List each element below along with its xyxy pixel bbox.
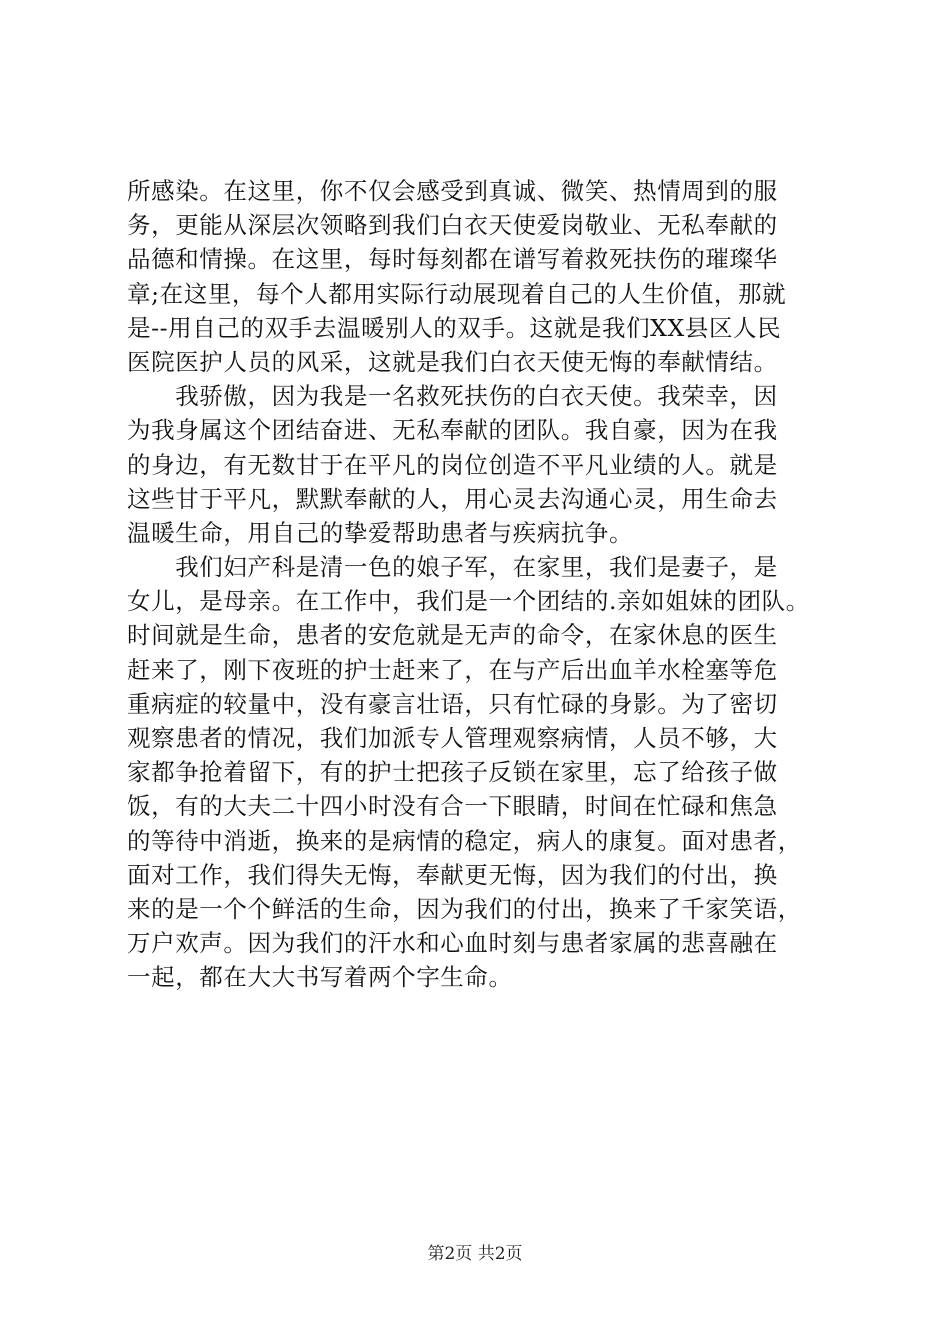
text-line: 所感染。在这里，你不仅会感受到真诚、微笑、热情周到的服 bbox=[127, 177, 778, 205]
text-line: 我们妇产科是清一色的娘子军，在家里，我们是妻子，是 bbox=[127, 553, 778, 582]
page-number-footer: 第2页 共2页 bbox=[427, 1244, 523, 1264]
text-line: 这些甘于平凡，默默奉献的人，用心灵去沟通心灵，用生命去 bbox=[127, 484, 778, 513]
text-line: 温暖生命，用自己的挚爱帮助患者与疾病抗争。 bbox=[127, 518, 634, 547]
text-line: 万户欢声。因为我们的汗水和心血时刻与患者家属的悲喜融在 bbox=[127, 929, 778, 958]
text-line: 我骄傲，因为我是一名救死扶伤的白衣天使。我荣幸，因 bbox=[127, 382, 778, 411]
text-line: 重病症的较量中，没有豪言壮语，只有忙碌的身影。为了密切 bbox=[127, 689, 778, 718]
text-line: 的身边，有无数甘于在平凡的岗位创造不平凡业绩的人。就是 bbox=[127, 450, 778, 479]
text-line: 章;在这里，每个人都用实际行动展现着自己的人生价值，那就 bbox=[127, 279, 787, 308]
text-line: 务，更能从深层次领略到我们白衣天使爱岗敬业、无私奉献的 bbox=[127, 211, 778, 240]
text-line: 的等待中消逝，换来的是病情的稳定，病人的康复。面对患者， bbox=[127, 826, 802, 855]
body-text bbox=[127, 174, 827, 995]
text-line: 时间就是生命，患者的安危就是无声的命令，在家休息的医生 bbox=[127, 621, 778, 650]
text-line: 是--用自己的双手去温暖别人的双手。这就是我们XX县区人民 bbox=[127, 313, 782, 342]
text-line: 品德和情操。在这里，每时每刻都在谱写着救死扶伤的璀璨华 bbox=[127, 245, 778, 274]
text-line: 一起，都在大大书写着两个字生命。 bbox=[127, 963, 513, 992]
text-line: 观察患者的情况，我们加派专人管理观察病情，人员不够，大 bbox=[127, 724, 778, 752]
text-line: 赶来了，刚下夜班的护士赶来了，在与产后出血羊水栓塞等危 bbox=[127, 655, 778, 684]
text-line: 面对工作，我们得失无悔，奉献更无悔，因为我们的付出，换 bbox=[127, 860, 778, 889]
text-line: 饭，有的大夫二十四小时没有合一下眼睛，时间在忙碌和焦急 bbox=[127, 792, 778, 821]
text-line: 为我身属这个团结奋进、无私奉献的团队。我自豪，因为在我 bbox=[127, 416, 778, 445]
text-line: 医院医护人员的风采，这就是我们白衣天使无悔的奉献情结。 bbox=[127, 347, 778, 376]
text-line: 女儿，是母亲。在工作中，我们是一个团结的.亲如姐妹的团队。 bbox=[127, 587, 810, 616]
text-line: 家都争抢着留下，有的护士把孩子反锁在家里，忘了给孩子做 bbox=[127, 758, 778, 787]
text-line: 来的是一个个鲜活的生命，因为我们的付出，换来了千家笑语， bbox=[127, 894, 802, 923]
